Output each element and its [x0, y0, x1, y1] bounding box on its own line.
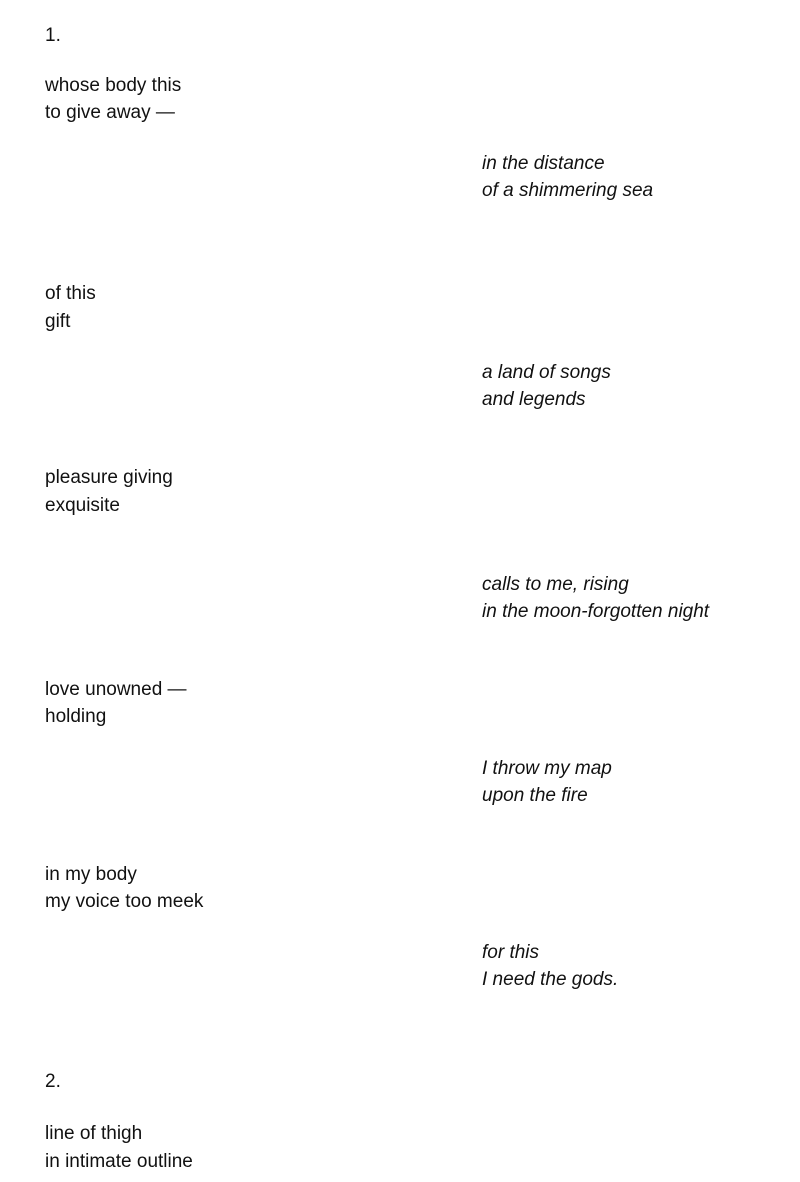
poem-line-italic: and legends — [482, 389, 586, 410]
poem-line-italic: in the distance — [482, 153, 605, 174]
poem-line: my voice too meek — [45, 891, 204, 912]
poem-line-italic: calls to me, rising — [482, 574, 629, 595]
poem-line: in my body — [45, 864, 137, 885]
poem-line: gift — [45, 311, 71, 332]
section-number: 1. — [45, 25, 61, 46]
poem-line: exquisite — [45, 495, 120, 516]
poem-line-italic: a land of songs — [482, 362, 611, 383]
section-number: 2. — [45, 1071, 61, 1092]
poem-line-italic: I need the gods. — [482, 969, 619, 990]
poem-line: pleasure giving — [45, 467, 173, 488]
poem-line: in intimate outline — [45, 1151, 193, 1172]
poem-line-italic: for this — [482, 942, 540, 963]
poem-line-italic: upon the fire — [482, 785, 588, 806]
poem-line: of this — [45, 283, 96, 304]
poem-line: holding — [45, 706, 107, 727]
poem-line: whose body this — [45, 75, 182, 96]
poem-line-italic: of a shimmering sea — [482, 180, 654, 201]
poem-line: to give away — — [45, 102, 175, 123]
poem-line-italic: I throw my map — [482, 758, 612, 779]
poem-line: line of thigh — [45, 1123, 143, 1144]
poem-line: love unowned — — [45, 679, 187, 700]
poem-line-italic: in the moon-forgotten night — [482, 601, 710, 622]
